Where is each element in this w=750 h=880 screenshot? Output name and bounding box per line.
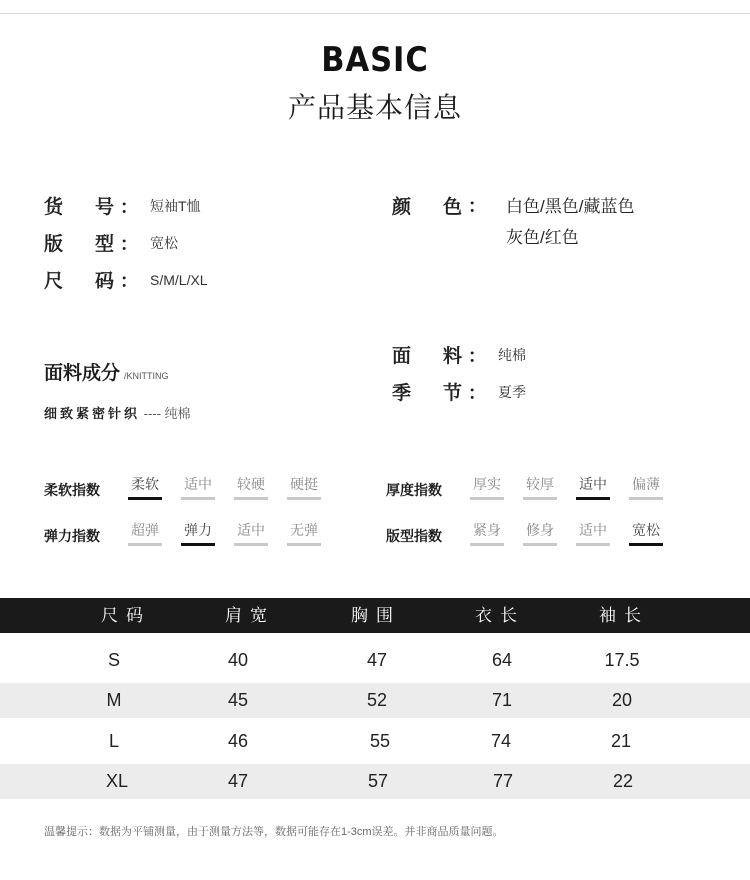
table-row	[0, 683, 750, 718]
scale-elasticity	[44, 520, 340, 546]
table-cell: 22	[612, 771, 634, 791]
table-cell: 71	[491, 690, 513, 710]
table-cell: 74	[490, 731, 512, 751]
color-values	[506, 192, 634, 248]
scale-title: 厚度指数	[386, 482, 442, 498]
table-cell: 52	[366, 690, 388, 710]
info-value: 灰色/红色	[506, 228, 579, 247]
column-header: 胸围	[351, 606, 401, 625]
scale-option: 宽松	[629, 520, 663, 546]
table-cell: 47	[227, 771, 249, 791]
info-size: 尺 码 ： S/M/L/XL	[44, 266, 208, 293]
scale-option: 硬挺	[287, 474, 321, 500]
scale-cut	[386, 520, 682, 546]
table-cell: L	[108, 731, 120, 751]
info-value: 宽松	[150, 234, 178, 251]
table-cell: XL	[105, 771, 129, 791]
table-row	[0, 764, 750, 799]
table-cell: 77	[492, 771, 514, 791]
info-value: S/M/L/XL	[150, 271, 208, 288]
column-header: 尺码	[101, 606, 151, 625]
table-cell: 40	[227, 650, 249, 670]
scale-option: 柔软	[128, 474, 162, 500]
table-cell: M	[106, 690, 122, 710]
info-value: 白色/黑色/藏蓝色	[506, 197, 635, 216]
table-cell: 64	[491, 650, 513, 670]
column-header: 衣长	[475, 606, 525, 625]
top-divider	[0, 13, 750, 14]
size-table-header	[0, 598, 750, 633]
column-header: 肩宽	[225, 606, 275, 625]
scale-option: 厚实	[470, 474, 504, 500]
fabric-title-en: /KNITTING	[124, 371, 169, 381]
scale-title: 柔软指数	[44, 482, 100, 498]
scale-option: 适中	[181, 474, 215, 500]
table-cell: S	[107, 650, 121, 670]
brand-title: BASIC	[321, 40, 429, 80]
table-row	[0, 643, 750, 678]
column-header: 袖长	[599, 606, 649, 625]
info-material: 面 料 ： 纯棉	[392, 341, 526, 368]
table-cell: 21	[610, 731, 632, 751]
fabric-description: 细致紧密针织 ---- 纯棉	[44, 406, 191, 421]
scale-option: 适中	[234, 520, 268, 546]
info-color: 颜 色 ： 白色/黑色/藏蓝色 灰色/红色	[392, 192, 634, 248]
info-season: 季 节 ： 夏季	[392, 378, 526, 405]
info-label: 货 号	[44, 197, 114, 218]
info-label: 面 料	[392, 346, 462, 367]
info-item-no: 货 号 ： 短袖T恤	[44, 192, 201, 219]
scale-option: 弹力	[181, 520, 215, 546]
scale-option: 无弹	[287, 520, 321, 546]
table-cell: 47	[366, 650, 388, 670]
page-subtitle: 产品基本信息	[287, 92, 462, 123]
info-label: 尺 码	[44, 271, 114, 292]
measurement-note: 温馨提示：数据为平铺测量，由于测量方法等，数据可能存在1-3cm误差。并非商品质量问题。	[44, 826, 504, 838]
info-value: 短袖T恤	[150, 197, 201, 214]
info-label: 颜 色	[392, 197, 462, 218]
scale-option: 修身	[523, 520, 557, 546]
info-label: 季 节	[392, 383, 462, 404]
info-label: 版 型	[44, 234, 114, 255]
info-value: 夏季	[498, 383, 526, 400]
info-value: 纯棉	[498, 346, 526, 363]
scale-thickness	[386, 474, 682, 500]
table-cell: 57	[367, 771, 389, 791]
scale-option: 紧身	[470, 520, 504, 546]
table-cell: 45	[227, 690, 249, 710]
scale-option: 超弹	[128, 520, 162, 546]
table-cell: 46	[227, 731, 249, 751]
scale-title: 版型指数	[386, 528, 442, 544]
scale-option: 较硬	[234, 474, 268, 500]
scale-option: 适中	[576, 520, 610, 546]
scale-softness	[44, 474, 340, 500]
table-cell: 55	[369, 731, 391, 751]
table-row	[0, 724, 750, 759]
fabric-title: 面料成分 /KNITTING	[44, 363, 169, 384]
table-cell: 17.5	[604, 650, 640, 670]
table-cell: 20	[611, 690, 633, 710]
scale-option: 较厚	[523, 474, 557, 500]
scale-option: 适中	[576, 474, 610, 500]
info-fit: 版 型 ： 宽松	[44, 229, 178, 256]
scale-title: 弹力指数	[44, 528, 100, 544]
scale-option: 偏薄	[629, 474, 663, 500]
